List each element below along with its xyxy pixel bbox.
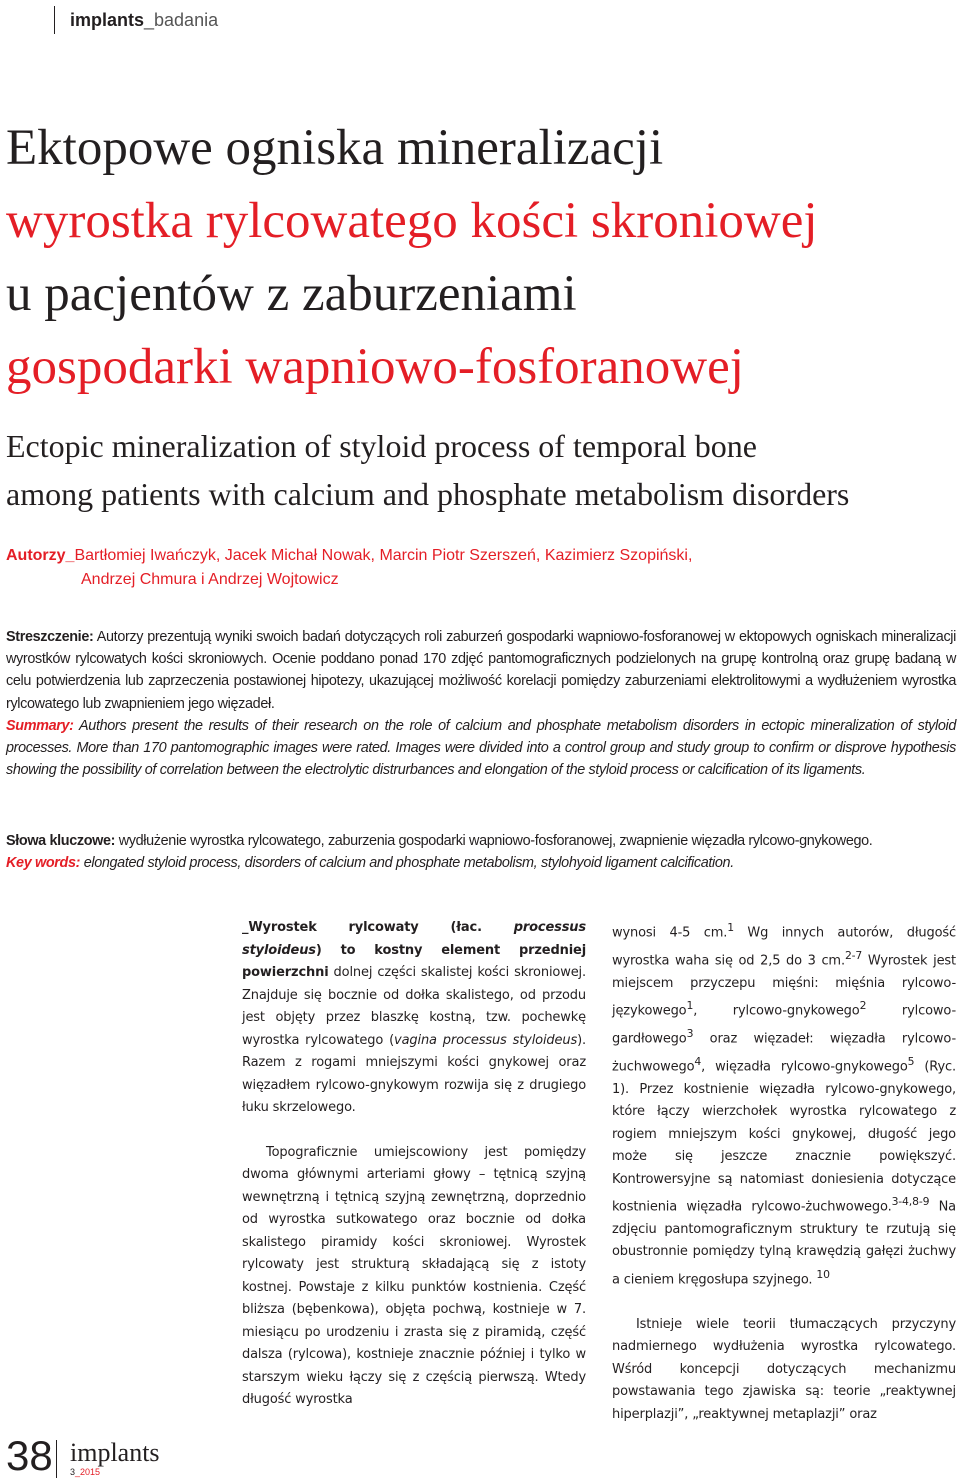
keywords-block — [6, 830, 956, 874]
col1-paragraph-1 — [242, 917, 586, 1120]
keywords-polish — [6, 830, 956, 852]
abstract-en-label: Summary: — [6, 717, 74, 734]
col2-paragraph-1 — [612, 917, 956, 1292]
col2-text-f: oraz więzadeł: więzadła rylcowo-żuchwowego — [612, 1031, 956, 1075]
citation-sup: 1 — [727, 921, 734, 934]
col1-latin-2: vagina processus styloideus — [394, 1032, 578, 1048]
page-number: 38 — [6, 1432, 53, 1479]
issue-year: _2015 — [75, 1467, 101, 1477]
section-header — [70, 10, 218, 31]
abstract-en-text: Authors present the results of their research on the role of calcium and phosphate metabolism disorders in ectopic mineralization of styloid processes. More than 170 pantomographic images were rated. Images were divided into a control group and study group to confirm or disprove hypothesis showing the possibility of correlation between the electrolytic distrurbances and elongation of the styloid process or calcification of its ligaments. — [6, 717, 956, 779]
keywords-pl-text: wydłużenie wyrostka rylcowatego, zaburzenia gospodarki wapniowo-fosforanowej, zwapnienie więzadła rylcowo-gnykowego. — [115, 833, 873, 849]
body-column-2 — [612, 917, 956, 1426]
citation-sup: 5 — [907, 1054, 915, 1068]
col2-text-e: rylcowo-gardłowego — [612, 1003, 956, 1047]
authors-line-1: Bartłomiej Iwańczyk, Jacek Michał Nowak, Marcin Piotr Szerszeń, Kazimierz Szopiński, — [74, 547, 693, 564]
col2-text-d: , rylcowo-gnykowego — [693, 1003, 860, 1019]
title-english — [6, 422, 956, 518]
keywords-en-text: elongated styloid process, disorders of calcium and phosphate metabolism, stylohyoid ligament calcification. — [80, 855, 734, 872]
citation-sup: 3-4,8-9 — [891, 1195, 930, 1209]
citation-sup: 2 — [859, 999, 867, 1013]
citation-sup: 1 — [686, 999, 694, 1013]
subtitle-line-1: Ectopic mineralization of styloid process of temporal bone — [6, 428, 757, 464]
citation-sup: 10 — [816, 1267, 830, 1281]
col2-text-a: wynosi 4-5 cm. — [612, 925, 728, 941]
section-brand: implants — [70, 10, 145, 30]
col1-lead-bold-1: _Wyrostek rylcowaty (łac. — [242, 920, 514, 935]
col2-text-b: Wg innych autorów, długość wyrostka waha się od 2,5 do 3 cm. — [612, 925, 956, 969]
col1-lead-latin-1: processus styloideus — [242, 920, 586, 958]
citation-sup: 2-7 — [844, 948, 863, 962]
abstract-english — [6, 715, 956, 782]
citation-sup: 3 — [686, 1026, 694, 1040]
body-column-1 — [242, 917, 586, 1412]
title-line-2: wyrostka rylcowatego kości skroniowej — [6, 193, 818, 249]
col1-paragraph-2: Topograficznie umiejscowiony jest pomiędzy dwoma głównymi arteriami głowy – tętnicą szyjną wewnętrzną i tętnicą szyjną zewnętrzną, doprzednio od wyrostka sutkowatego oraz bocznie od dołka skalistego piramidy kości skroniowej. Wyrostek rylcowaty jest strukturą składającą się z istoty kostnej. Powstaje z kilku punktów kostnienia. Część bliższa (bębenkowa), objęta pochwą, kostnieje w 7. miesiącu po urodzeniu i zrasta się z piramidą, część dalsza (rylcowa), kostnieje znacznie później i tylko w starszym wieku łączy się z częścią pierwszą. Wtedy długość wyrostka — [242, 1144, 586, 1407]
title-line-3: u pacjentów z zaburzeniami — [6, 266, 577, 322]
col1-text-1: dolnej części skalistej kości skroniowej. Znajduje się bocznie od dołka skalistego, od przodu jest objęty przez blaszkę kostną, tzw. pochewkę wyrostka rylcowatego ( — [242, 965, 586, 1048]
col1-text-2: ). Razem z rogami mniejszymi kości gnykowej oraz więzadłem rylcowo-gnykowym rozwija się z drugiego łuku skrzelowego. — [242, 1032, 586, 1115]
authors-label: Autorzy_ — [6, 547, 75, 564]
subtitle-line-2: among patients with calcium and phosphate metabolism disorders — [6, 476, 850, 512]
keywords-pl-label: Słowa kluczowe: — [6, 833, 116, 849]
abstract-block — [6, 626, 956, 781]
section-name: _badania — [144, 10, 219, 30]
col2-text-c: Wyrostek jest miejscem przyczepu mięśni: mięśnia rylcowo-językowego — [612, 953, 956, 1019]
keywords-english — [6, 852, 956, 874]
abstract-polish — [6, 626, 956, 715]
authors-line-2: Andrzej Chmura i Andrzej Wojtowicz — [81, 571, 339, 588]
keywords-en-label: Key words: — [6, 855, 81, 872]
col2-text-i: Na zdjęciu pantomograficznym struktury te rzutują się obustronnie pomiędzy tylną krawędzią gałęzi żuchwy a cieniem kręgosłupa szyjnego. — [612, 1199, 956, 1288]
title-line-4: gospodarki wapniowo-fosforanowej — [6, 339, 744, 395]
title-line-1: Ektopowe ogniska mineralizacji — [6, 120, 664, 176]
issue-number: 3 — [70, 1467, 76, 1477]
header-rule — [54, 6, 55, 34]
title-polish — [6, 112, 956, 404]
footer-brand: implants — [70, 1438, 160, 1467]
footer-rule — [56, 1440, 57, 1478]
footer-issue — [70, 1467, 100, 1477]
col2-paragraph-2: Istnieje wiele teorii tłumaczących przyczyny nadmiernego wydłużenia wyrostka rylcowatego. Wśród koncepcji dotyczących mechanizmu powstawania tego zjawiska są: teorie „reaktywnej hiperplazji”, „reaktywnej metaplazji” oraz — [612, 1316, 956, 1422]
citation-sup: 4 — [694, 1054, 702, 1068]
col2-text-g: , więzadła rylcowo-gnykowego — [701, 1059, 908, 1075]
abstract-pl-text: Autorzy prezentują wyniki swoich badań dotyczących roli zaburzeń gospodarki wapniowo-fosforanowej w ektopowych ogniskach mineralizacji wyrostków rylcowatych kości skroniowych. Ocenie poddano ponad 170 zdjęć pantomograficznych podzielonych na grupę kontrolną oraz grupę badaną w celu potwierdzenia lub zaprzeczenia postawionej hipotezy, ukazującej możliwość korelacji pomiędzy zaburzeniami elektrolitowymi a wydłużeniem wyrostka rylcowatego lub zwapnieniem jego więzadeł. — [6, 629, 956, 712]
authors-block — [6, 544, 956, 592]
col1-lead-bold-2: ) to kostny element przedniej powierzchni — [242, 942, 586, 980]
col2-text-h: (Ryc. 1). Przez kostnienie więzadła rylcowo-gnykowego, które łączy wierzchołek wyrostka rylcowatego z rogiem mniejszym kości gnykowej, długość jego może się jeszcze znacznie powiększyć. Kontrowersyjne są natomiast doniesienia dotyczące kostnienia więzadła rylcowo-żuchwowego. — [612, 1059, 956, 1215]
abstract-pl-label: Streszczenie: — [6, 629, 94, 645]
